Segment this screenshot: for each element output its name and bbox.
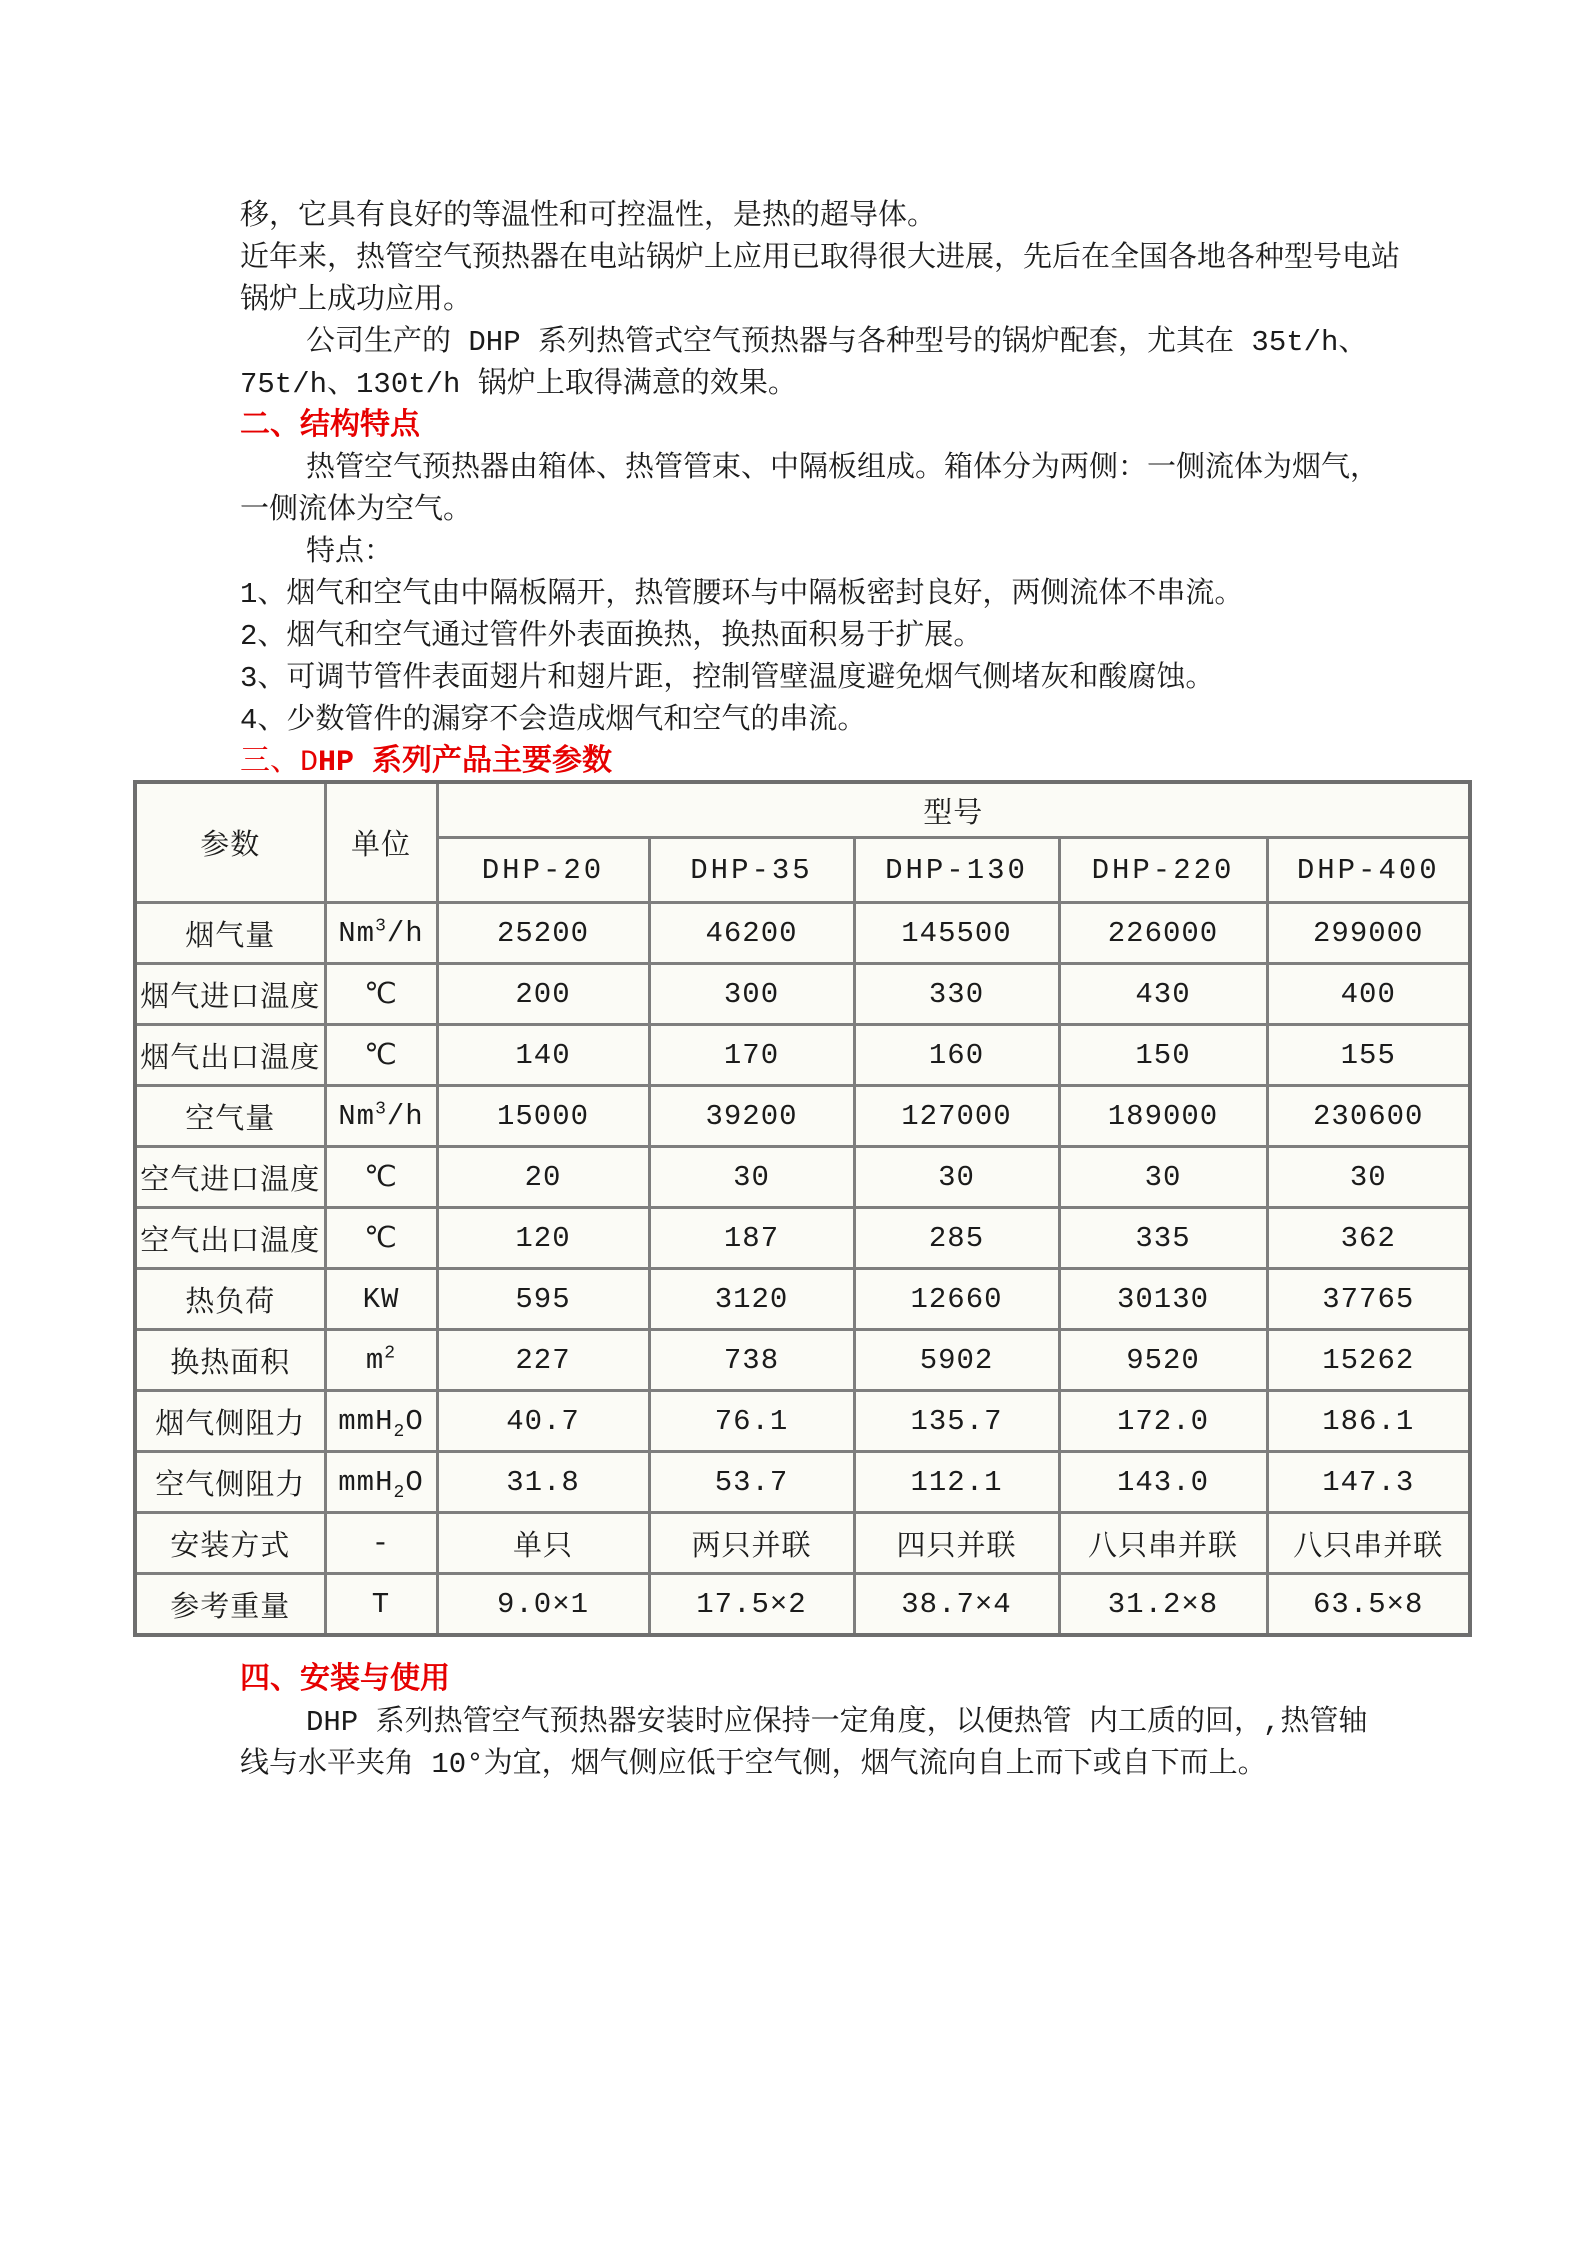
table-row: [135, 964, 1470, 1025]
unit-cell: KW: [325, 1269, 437, 1330]
value-cell: 300: [649, 964, 854, 1025]
value-cell: 160: [854, 1025, 1059, 1086]
param-cell: 烟气出口温度: [135, 1025, 325, 1086]
text-line: 一侧流体为空气。: [240, 494, 473, 527]
upper-text-block: [240, 196, 1570, 784]
table-row: [135, 1452, 1470, 1513]
value-cell: 200: [437, 964, 649, 1025]
value-cell: 143.0: [1059, 1452, 1267, 1513]
value-cell: 30130: [1059, 1269, 1267, 1330]
table-row: [135, 1147, 1470, 1208]
value-cell: 400: [1267, 964, 1470, 1025]
unit-cell: ℃: [325, 1025, 437, 1086]
value-cell: 299000: [1267, 903, 1470, 964]
table-header-row-top: [135, 782, 1470, 838]
value-cell: 20: [437, 1147, 649, 1208]
value-cell: 170: [649, 1025, 854, 1086]
value-cell: 595: [437, 1269, 649, 1330]
text-line: 1、烟气和空气由中隔板隔开，热管腰环与中隔板密封良好，两侧流体不串流。: [240, 578, 1244, 611]
value-cell: 25200: [437, 903, 649, 964]
text-line: 公司生产的 DHP 系列热管式空气预热器与各种型号的锅炉配套，尤其在 35t/h、: [306, 326, 1368, 359]
unit-cell: -: [325, 1513, 437, 1574]
model-header-cell: DHP-20: [437, 838, 649, 903]
value-cell: 186.1: [1267, 1391, 1470, 1452]
value-cell: 76.1: [649, 1391, 854, 1452]
value-cell: 两只并联: [649, 1513, 854, 1574]
value-cell: 230600: [1267, 1086, 1470, 1147]
table-row: [135, 1574, 1470, 1636]
value-cell: 39200: [649, 1086, 854, 1147]
table-row: [135, 1208, 1470, 1269]
model-header-cell: DHP-35: [649, 838, 854, 903]
value-cell: 9.0×1: [437, 1574, 649, 1636]
param-cell: 烟气进口温度: [135, 964, 325, 1025]
unit-cell: Nm$^3$/h: [325, 903, 437, 964]
header-cell-param: 参数: [135, 782, 325, 903]
param-cell: 热负荷: [135, 1269, 325, 1330]
value-cell: 155: [1267, 1025, 1470, 1086]
value-cell: 335: [1059, 1208, 1267, 1269]
param-cell: 空气侧阻力: [135, 1452, 325, 1513]
param-cell: 烟气量: [135, 903, 325, 964]
section-heading-structure: 二、结构特点: [240, 410, 420, 444]
value-cell: 四只并联: [854, 1513, 1059, 1574]
value-cell: 127000: [854, 1086, 1059, 1147]
value-cell: 9520: [1059, 1330, 1267, 1391]
value-cell: 140: [437, 1025, 649, 1086]
value-cell: 5902: [854, 1330, 1059, 1391]
value-cell: 31.2×8: [1059, 1574, 1267, 1636]
value-cell: 30: [1059, 1147, 1267, 1208]
unit-cell: mmH$_2$O: [325, 1452, 437, 1513]
unit-cell: ℃: [325, 1147, 437, 1208]
value-cell: 150: [1059, 1025, 1267, 1086]
value-cell: 53.7: [649, 1452, 854, 1513]
value-cell: 738: [649, 1330, 854, 1391]
model-header-cell: DHP-130: [854, 838, 1059, 903]
text-line: 移，它具有良好的等温性和可控温性，是热的超导体。: [240, 200, 937, 233]
unit-cell: T: [325, 1574, 437, 1636]
section-heading-installation: 四、安装与使用: [240, 1664, 450, 1698]
text-line: 近年来，热管空气预热器在电站锅炉上应用已取得很大进展，先后在全国各地各种型号电站: [240, 242, 1401, 275]
value-cell: 12660: [854, 1269, 1059, 1330]
value-cell: 40.7: [437, 1391, 649, 1452]
value-cell: 30: [649, 1147, 854, 1208]
unit-cell: ℃: [325, 1208, 437, 1269]
section-heading-parameters: [240, 742, 1570, 784]
value-cell: 135.7: [854, 1391, 1059, 1452]
value-cell: 15262: [1267, 1330, 1470, 1391]
value-cell: 285: [854, 1208, 1059, 1269]
table-row: [135, 1025, 1470, 1086]
unit-cell: Nm$^3$/h: [325, 1086, 437, 1147]
value-cell: 30: [1267, 1147, 1470, 1208]
text-line: 2、烟气和空气通过管件外表面换热，换热面积易于扩展。: [240, 620, 983, 653]
value-cell: 38.7×4: [854, 1574, 1059, 1636]
value-cell: 330: [854, 964, 1059, 1025]
model-header-cell: DHP-400: [1267, 838, 1470, 903]
text-line: 4、少数管件的漏穿不会造成烟气和空气的串流。: [240, 704, 867, 737]
structure-paragraphs: [240, 448, 1570, 742]
value-cell: 187: [649, 1208, 854, 1269]
param-cell: 空气量: [135, 1086, 325, 1147]
header-cell-unit: 单位: [325, 782, 437, 903]
value-cell: 120: [437, 1208, 649, 1269]
intro-paragraphs: [240, 196, 1570, 406]
value-cell: 430: [1059, 964, 1267, 1025]
model-header-cell: DHP-220: [1059, 838, 1267, 903]
text-line: DHP 系列热管空气预热器安装时应保持一定角度，以便热管 内工质的回，,热管轴: [306, 1706, 1368, 1739]
param-cell: 空气进口温度: [135, 1147, 325, 1208]
unit-cell: $m^2$: [325, 1330, 437, 1391]
value-cell: 145500: [854, 903, 1059, 964]
value-cell: 单只: [437, 1513, 649, 1574]
value-cell: 17.5×2: [649, 1574, 854, 1636]
text-line: 75t/h、130t/h 锅炉上取得满意的效果。: [240, 368, 797, 401]
unit-cell: mmH$_2$O: [325, 1391, 437, 1452]
value-cell: 八只串并联: [1267, 1513, 1470, 1574]
value-cell: 46200: [649, 903, 854, 964]
value-cell: 63.5×8: [1267, 1574, 1470, 1636]
param-cell: 烟气侧阻力: [135, 1391, 325, 1452]
parameters-table: [133, 780, 1472, 1637]
value-cell: 八只串并联: [1059, 1513, 1267, 1574]
value-cell: 227: [437, 1330, 649, 1391]
table-row: [135, 1330, 1470, 1391]
value-cell: 147.3: [1267, 1452, 1470, 1513]
value-cell: 31.8: [437, 1452, 649, 1513]
param-cell: 空气出口温度: [135, 1208, 325, 1269]
text-line: 3、可调节管件表面翅片和翅片距，控制管壁温度避免烟气侧堵灰和酸腐蚀。: [240, 662, 1215, 695]
unit-cell: ℃: [325, 964, 437, 1025]
value-cell: 112.1: [854, 1452, 1059, 1513]
header-cell-model: 型号: [437, 782, 1470, 838]
value-cell: 226000: [1059, 903, 1267, 964]
table-row: [135, 903, 1470, 964]
parameters-table-wrapper: [133, 780, 1472, 1637]
text-line: 特点：: [306, 536, 394, 569]
value-cell: 189000: [1059, 1086, 1267, 1147]
installation-paragraphs: [240, 1702, 1570, 1786]
value-cell: 3120: [649, 1269, 854, 1330]
value-cell: 362: [1267, 1208, 1470, 1269]
param-cell: 安装方式: [135, 1513, 325, 1574]
lower-text-block: [240, 1660, 1570, 1786]
text-line: 线与水平夹角 10°为宜，烟气侧应低于空气侧，烟气流向自上而下或自下而上。: [240, 1748, 1267, 1781]
value-cell: 172.0: [1059, 1391, 1267, 1452]
value-cell: 30: [854, 1147, 1059, 1208]
section-heading-parameters-bold: HP 系列产品主要参数: [318, 746, 613, 780]
table-row: [135, 1086, 1470, 1147]
value-cell: 37765: [1267, 1269, 1470, 1330]
section-heading-parameters-prefix: 三、D: [240, 746, 319, 780]
table-row: [135, 1513, 1470, 1574]
param-cell: 参考重量: [135, 1574, 325, 1636]
text-line: 热管空气预热器由箱体、热管管束、中隔板组成。箱体分为两侧：一侧流体为烟气，: [306, 452, 1380, 485]
table-row: [135, 1391, 1470, 1452]
table-row: [135, 1269, 1470, 1330]
text-line: 锅炉上成功应用。: [240, 284, 473, 317]
param-cell: 换热面积: [135, 1330, 325, 1391]
value-cell: 15000: [437, 1086, 649, 1147]
